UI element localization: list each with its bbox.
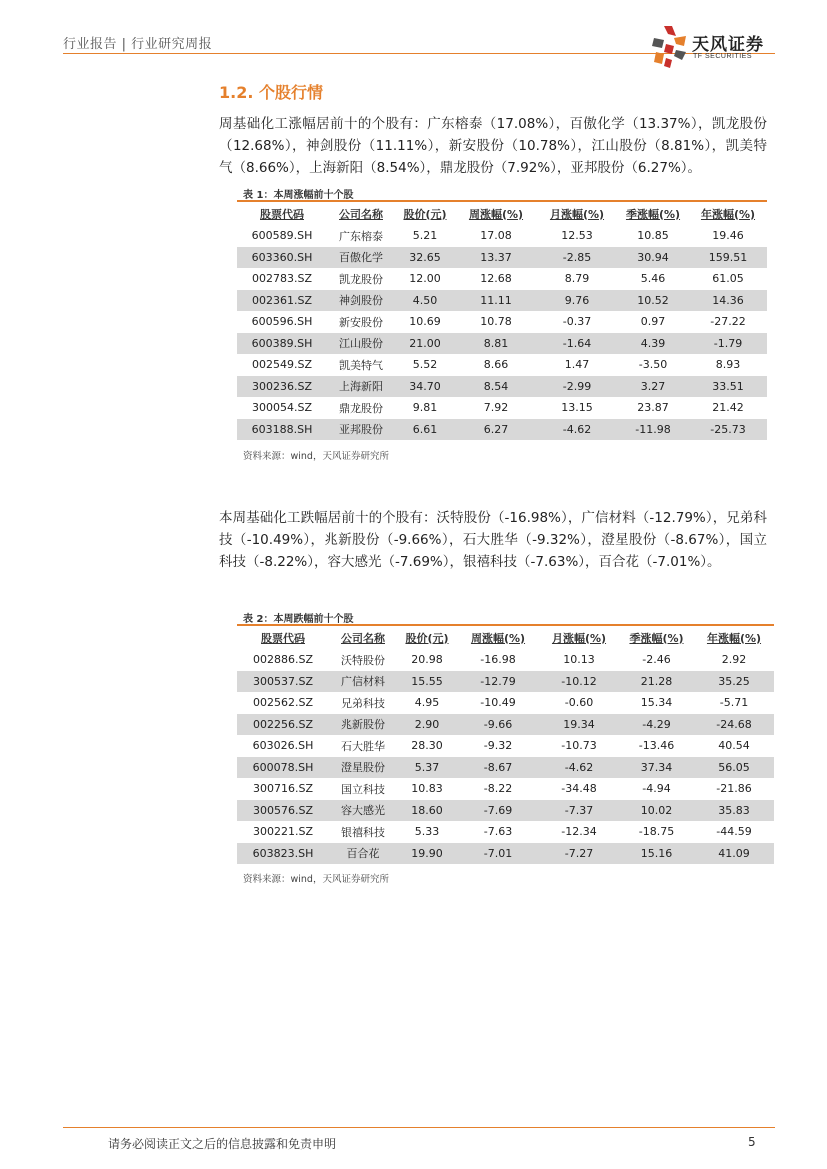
table-cell: 10.52 <box>617 290 689 312</box>
table-cell: 33.51 <box>689 376 767 398</box>
table-cell: 4.50 <box>395 290 455 312</box>
table-cell: -0.60 <box>564 696 594 710</box>
table-cell: -34.48 <box>561 782 597 796</box>
table-cell: 凯美特气 <box>339 358 383 372</box>
losers-table <box>237 624 774 864</box>
table2-source: 资料来源：wind，天风证券研究所 <box>243 874 389 885</box>
table-cell: 6.27 <box>455 419 537 441</box>
table-cell: -2.99 <box>537 376 617 398</box>
table-cell: 15.34 <box>640 696 673 710</box>
table-cell: 002549.SZ <box>251 358 312 372</box>
table-cell: 5.37 <box>397 757 457 779</box>
column-header-label: 季涨幅(%) <box>625 207 681 221</box>
table-cell: -25.73 <box>689 419 767 441</box>
table-cell: 35.25 <box>694 671 774 693</box>
table-cell: 23.87 <box>637 401 669 415</box>
column-header <box>455 201 537 225</box>
table-cell: 10.83 <box>411 782 443 796</box>
table-cell: 20.98 <box>411 653 443 667</box>
table-cell: 10.85 <box>637 229 669 243</box>
table-cell: 12.68 <box>480 272 512 286</box>
column-header <box>689 201 767 225</box>
table-cell: 32.65 <box>395 247 455 269</box>
table-cell: 12.53 <box>561 229 593 243</box>
table-cell: 凯龙股份 <box>339 272 383 286</box>
table-cell: 容大感光 <box>329 800 397 822</box>
table-cell: 广信材料 <box>329 671 397 693</box>
footer-divider <box>63 1127 775 1128</box>
logo-name: 天风证券 <box>692 35 764 55</box>
table-cell: 002562.SZ <box>252 696 313 710</box>
table-cell: -24.68 <box>694 714 774 736</box>
table-cell: 4.39 <box>617 333 689 355</box>
table-cell: 603360.SH <box>237 247 327 269</box>
column-header <box>237 201 327 225</box>
table-row <box>237 757 774 779</box>
table-cell: -4.29 <box>619 714 694 736</box>
table-cell: 300054.SZ <box>251 401 312 415</box>
column-header-label: 月涨幅(%) <box>551 631 607 645</box>
table-cell: 603823.SH <box>237 843 329 865</box>
table-cell: 鼎龙股份 <box>339 401 383 415</box>
table-cell: 159.51 <box>689 247 767 269</box>
table-cell: -1.64 <box>537 333 617 355</box>
table-cell: 8.93 <box>715 358 741 372</box>
table-cell: 上海新阳 <box>327 376 395 398</box>
column-header <box>457 625 539 649</box>
table-cell: 21.28 <box>619 671 694 693</box>
table-cell: -10.12 <box>539 671 619 693</box>
table-cell: -1.79 <box>689 333 767 355</box>
table-cell: 41.09 <box>694 843 774 865</box>
table-header-row <box>237 625 774 649</box>
column-header <box>694 625 774 649</box>
table-cell: 8.79 <box>564 272 590 286</box>
table-cell: 300221.SZ <box>252 825 313 839</box>
page-number: 5 <box>748 1135 756 1149</box>
column-header-label: 季涨幅(%) <box>629 631 684 645</box>
table-cell: 300576.SZ <box>237 800 329 822</box>
column-header-label: 周涨幅(%) <box>468 207 524 221</box>
column-header-label: 股价(元) <box>403 207 447 221</box>
logo-mark-icon <box>650 22 690 70</box>
table-cell: 61.05 <box>712 272 744 286</box>
table-cell: 600389.SH <box>237 333 327 355</box>
table-cell: -2.85 <box>537 247 617 269</box>
table-cell: 10.78 <box>480 315 512 329</box>
table-cell: -12.79 <box>457 671 539 693</box>
column-header-label: 股价(元) <box>405 631 449 645</box>
table-row <box>237 225 767 247</box>
column-header-label: 公司名称 <box>341 631 385 645</box>
table-cell: -7.69 <box>457 800 539 822</box>
table-cell: 10.13 <box>563 653 595 667</box>
column-header <box>327 201 395 225</box>
table-cell: 28.30 <box>411 739 443 753</box>
table-cell: -8.22 <box>483 782 513 796</box>
column-header <box>395 201 455 225</box>
footer-disclaimer: 请务必阅读正文之后的信息披露和免责申明 <box>108 1137 337 1151</box>
table-cell: 兄弟科技 <box>341 696 385 710</box>
table-cell: 石大胜华 <box>341 739 385 753</box>
table-cell: 19.90 <box>397 843 457 865</box>
table-cell: 002256.SZ <box>237 714 329 736</box>
gainers-table <box>237 200 767 440</box>
table-cell: 10.69 <box>409 315 441 329</box>
table-cell: -13.46 <box>638 739 675 753</box>
table-cell: 广东榕泰 <box>339 229 383 243</box>
gainers-paragraph: 周基础化工涨幅居前十的个股有：广东榕泰（17.08%），百傲化学（13.37%），凯龙股份（12.68%），神剑股份（11.11%），新安股份（10.78%），江山股份（8.81%），凯美特气（8.66%），上海新阳（8.54%），鼎龙股份（7.92%），亚邦股份（6.27%）。 <box>219 116 767 176</box>
table-cell: 7.92 <box>483 401 509 415</box>
table-cell: 9.76 <box>537 290 617 312</box>
column-header <box>537 201 617 225</box>
column-header-label: 月涨幅(%) <box>549 207 605 221</box>
table-cell: 8.54 <box>455 376 537 398</box>
table-row <box>237 290 767 312</box>
table-row <box>237 735 774 757</box>
table-cell: 兆新股份 <box>329 714 397 736</box>
table-cell: -8.67 <box>457 757 539 779</box>
table-cell: 沃特股份 <box>341 653 385 667</box>
table-cell: -7.63 <box>483 825 513 839</box>
column-header-label: 年涨幅(%) <box>706 631 762 645</box>
table-cell: -16.98 <box>480 653 516 667</box>
column-header <box>329 625 397 649</box>
table-row <box>237 843 774 865</box>
column-header-label: 股票代码 <box>260 207 304 221</box>
table-cell: 19.46 <box>712 229 744 243</box>
losers-paragraph: 本周基础化工跌幅居前十的个股有：沃特股份（-16.98%），广信材料（-12.79%），兄弟科技（-10.49%），兆新股份（-9.66%），石大胜华（-9.32%），澄星股份（-8.67%），国立科技（-8.22%），容大感光（-7.69%），银禧科技（-7.63%），百合花（-7.01%）。 <box>219 510 767 570</box>
column-header-label: 周涨幅(%) <box>470 631 526 645</box>
table-cell: 34.70 <box>395 376 455 398</box>
table-cell: 603026.SH <box>252 739 314 753</box>
table-cell: -7.37 <box>539 800 619 822</box>
table-cell: 002361.SZ <box>237 290 327 312</box>
table-cell: -7.01 <box>457 843 539 865</box>
table-cell: 18.60 <box>397 800 457 822</box>
logo-subtitle: TF SECURITIES <box>693 53 753 60</box>
table-cell: 9.81 <box>412 401 438 415</box>
table-cell: -4.62 <box>537 419 617 441</box>
table-cell: 14.36 <box>689 290 767 312</box>
table-cell: 亚邦股份 <box>327 419 395 441</box>
table-row <box>237 714 774 736</box>
company-logo <box>650 22 780 70</box>
table-cell: -3.50 <box>638 358 668 372</box>
column-header-label: 公司名称 <box>339 207 383 221</box>
table-row <box>237 649 774 671</box>
table-row <box>237 692 774 714</box>
table-row <box>237 419 767 441</box>
table-row <box>237 397 767 419</box>
column-header-label: 年涨幅(%) <box>700 207 756 221</box>
table-cell: -5.71 <box>719 696 749 710</box>
table-cell: 15.55 <box>397 671 457 693</box>
table-cell: 21.42 <box>712 401 744 415</box>
table-cell: 002886.SZ <box>252 653 313 667</box>
column-header <box>619 625 694 649</box>
table-cell: -4.94 <box>642 782 671 796</box>
table-cell: 3.27 <box>617 376 689 398</box>
header-breadcrumb: 行业报告 | 行业研究周报 <box>63 37 213 52</box>
table-cell: 0.97 <box>640 315 666 329</box>
table-row <box>237 247 767 269</box>
table-cell: 300537.SZ <box>237 671 329 693</box>
table1-caption: 表 1：本周涨幅前十个股 <box>243 190 354 201</box>
table-cell: 8.81 <box>455 333 537 355</box>
table-row <box>237 671 774 693</box>
table-row <box>237 268 767 290</box>
table-cell: -21.86 <box>716 782 752 796</box>
table-cell: 2.90 <box>397 714 457 736</box>
table-cell: 600589.SH <box>251 229 313 243</box>
table-cell: 澄星股份 <box>329 757 397 779</box>
column-header <box>617 201 689 225</box>
table-cell: -9.32 <box>483 739 513 753</box>
table2-caption: 表 2：本周跌幅前十个股 <box>243 614 354 625</box>
table-row <box>237 354 767 376</box>
table-cell: 600078.SH <box>237 757 329 779</box>
table-cell: 1.47 <box>564 358 590 372</box>
table-cell: 15.16 <box>619 843 694 865</box>
table-cell: 10.02 <box>619 800 694 822</box>
table-row <box>237 778 774 800</box>
table-cell: -4.62 <box>539 757 619 779</box>
section-title: 1.2. 个股行情 <box>219 83 323 102</box>
table-cell: 江山股份 <box>327 333 395 355</box>
table-cell: 11.11 <box>455 290 537 312</box>
table-cell: 2.92 <box>721 653 747 667</box>
table-cell: -44.59 <box>716 825 752 839</box>
table-row <box>237 376 767 398</box>
table-cell: -0.37 <box>562 315 592 329</box>
table-cell: -10.73 <box>561 739 597 753</box>
column-header-label: 股票代码 <box>261 631 305 645</box>
table-cell: 6.61 <box>395 419 455 441</box>
table-cell: 百傲化学 <box>327 247 395 269</box>
table-cell: 13.37 <box>455 247 537 269</box>
table-cell: -2.46 <box>642 653 671 667</box>
table-header-row <box>237 201 767 225</box>
table-cell: 8.66 <box>483 358 509 372</box>
column-header <box>539 625 619 649</box>
table-cell: 300716.SZ <box>252 782 313 796</box>
table-cell: 35.83 <box>694 800 774 822</box>
table-cell: 30.94 <box>617 247 689 269</box>
column-header <box>237 625 329 649</box>
table-cell: 新安股份 <box>339 315 383 329</box>
table-cell: 13.15 <box>561 401 593 415</box>
table-cell: 神剑股份 <box>327 290 395 312</box>
table-cell: 5.52 <box>412 358 438 372</box>
table-cell: 17.08 <box>480 229 512 243</box>
table-cell: -11.98 <box>617 419 689 441</box>
table-cell: 21.00 <box>395 333 455 355</box>
table-cell: -10.49 <box>480 696 516 710</box>
table-cell: -7.27 <box>539 843 619 865</box>
table-cell: 19.34 <box>539 714 619 736</box>
table-cell: 银禧科技 <box>341 825 385 839</box>
table-cell: 5.21 <box>412 229 438 243</box>
table-cell: 37.34 <box>619 757 694 779</box>
table-row <box>237 333 767 355</box>
table-cell: 5.33 <box>414 825 440 839</box>
table-cell: 603188.SH <box>237 419 327 441</box>
table-cell: 002783.SZ <box>251 272 312 286</box>
table-row <box>237 800 774 822</box>
table-cell: 40.54 <box>718 739 750 753</box>
table-cell: 12.00 <box>409 272 441 286</box>
table-cell: 600596.SH <box>251 315 313 329</box>
table1-source: 资料来源：wind，天风证券研究所 <box>243 451 389 462</box>
table-cell: -9.66 <box>457 714 539 736</box>
table-row <box>237 821 774 843</box>
table-cell: -12.34 <box>561 825 597 839</box>
table-cell: 5.46 <box>640 272 666 286</box>
table-cell: -27.22 <box>710 315 746 329</box>
table-cell: 国立科技 <box>341 782 385 796</box>
table-row <box>237 311 767 333</box>
table-cell: 百合花 <box>329 843 397 865</box>
column-header <box>397 625 457 649</box>
table-cell: 4.95 <box>414 696 440 710</box>
table-cell: 56.05 <box>694 757 774 779</box>
table-cell: -18.75 <box>638 825 675 839</box>
table-cell: 300236.SZ <box>237 376 327 398</box>
